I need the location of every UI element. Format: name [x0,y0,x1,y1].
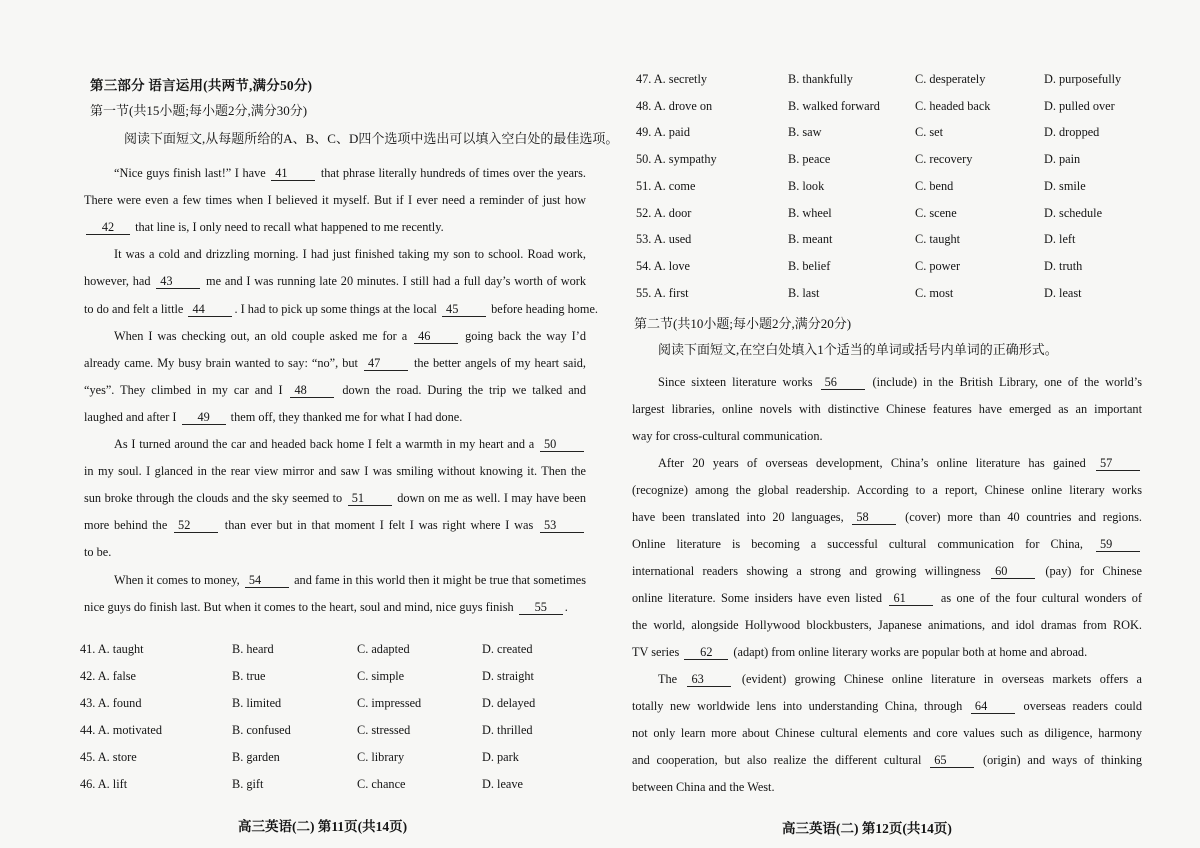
blank-number: 59 [1096,538,1140,552]
passage-text: more behind the [84,518,173,533]
option-c: C. simple [357,669,405,683]
passage-text: already came. My busy brain wanted to say: “no”, but [84,355,362,370]
option-row [632,152,1142,168]
option-row [632,286,1142,302]
passage-text: After 20 years of overseas development, China’s online literature has gained [658,456,1094,470]
passage-text: way for cross-cultural communication. [632,429,823,443]
blank-number: 47 [364,357,408,371]
passage-text: (evident) growing Chinese online literature in overseas markets offers a [733,672,1142,686]
option-b: B. garden [232,750,280,764]
option-a: 47. A. secretly [636,72,708,86]
option-c: C. library [357,750,405,764]
passage-line [84,247,586,263]
passage-line [84,600,586,616]
passage-line [632,645,1142,661]
section2-instruction: 阅读下面短文,在空白处填入1个适当的单词或括号内单词的正确形式。 [658,342,1058,357]
option-a: 42. A. false [80,669,137,683]
passage-text: . I had to pick up some things at the local [234,301,441,316]
option-row [80,723,586,739]
passage-text: sun broke through the clouds and the sky seemed to [84,491,346,506]
passage-text: The [658,672,686,686]
passage-text: Since sixteen literature works [658,375,819,389]
passage-text: that phrase literally hundreds of times over the years. [317,166,586,180]
option-c: C. scene [915,205,957,220]
option-a: 46. A. lift [80,777,128,791]
option-d: D. left [1044,232,1076,247]
option-a: 41. A. taught [80,642,144,656]
option-b: B. belief [788,258,831,273]
blank-number: 58 [852,511,896,525]
option-row [632,72,1142,88]
blank-number: 65 [930,754,974,768]
passage-text: “yes”. They climbed in my car and I [84,382,289,397]
passage-line [84,383,586,399]
passage-text: (pay) for Chinese [1037,564,1143,578]
option-a: 44. A. motivated [80,723,162,737]
blank-number: 52 [174,519,218,533]
option-d: D. thrilled [482,723,533,737]
option-d: D. straight [482,669,534,683]
right-page [632,0,1142,848]
blank-number: 62 [684,646,728,660]
section2-heading: 第二节(共10小题;每小题2分,满分20分) [634,316,852,331]
option-row [632,206,1142,222]
option-d: D. schedule [1044,205,1103,220]
passage-text: to do and felt a little [84,301,187,316]
passage-text: and cooperation, but also realize the different cultural [632,753,929,767]
option-d: D. purposefully [1044,72,1122,86]
passage-text: online literature. Some insiders have even listed [632,591,888,605]
option-a: 45. A. store [80,750,137,764]
passage-line [632,753,1142,769]
passage-text: in my soul. I glanced in the rear view mirror and saw I was smiling without knowing it. Then the [84,464,586,479]
option-a: 52. A. door [636,205,692,220]
option-row [632,259,1142,275]
passage-line [632,591,1142,607]
passage-text: nice guys do finish last. But when it comes to the heart, soul and mind, nice guys finish [84,599,517,614]
passage-text: “Nice guys finish last!” I have [114,166,270,180]
blank-number: 43 [156,275,200,289]
passage-text: to be. [84,545,112,560]
blank-number: 64 [971,700,1015,714]
blank-number: 50 [540,438,584,452]
passage-text: laughed and after I [84,409,180,424]
blank-number: 53 [540,519,584,533]
option-c: C. impressed [357,696,422,710]
passage-text: not only learn more about Chinese cultural elements and core values such as diligence, harmony [632,726,1142,740]
passage-line [84,545,586,561]
passage-text: going back the way I’d [460,328,586,343]
blank-number: 56 [821,376,865,390]
passage-text: (include) in the British Library, one of the world’s [866,375,1142,389]
passage-text: that line is, I only need to recall what happened to me recently. [132,220,444,235]
blank-number: 46 [414,330,458,344]
passage-text: It was a cold and drizzling morning. I had just finished taking my son to school. Road work, [114,247,586,262]
option-c: C. chance [357,777,406,791]
blank-number: 41 [271,167,315,181]
option-c: C. most [915,285,954,300]
option-row [80,777,586,793]
option-d: D. truth [1044,258,1083,273]
passage-text: than ever but in that moment I felt I was right where I was [220,518,538,533]
passage-line [84,193,586,209]
option-c: C. headed back [915,98,991,113]
option-row [632,125,1142,141]
option-row [80,750,586,766]
option-b: B. saw [788,125,822,140]
passage-text: me and I was running late 20 minutes. I still had a full day’s worth of work [202,274,586,289]
passage-line [84,410,586,426]
option-c: C. power [915,258,961,273]
option-b: B. last [788,285,820,300]
page-footer: 高三英语(二) 第12页(共14页) [782,821,952,836]
option-row [80,642,586,658]
passage-text: (adapt) from online literary works are popular both at home and abroad. [730,645,1088,659]
option-c: C. desperately [915,72,986,86]
option-c: C. recovery [915,152,973,167]
option-b: B. confused [232,723,291,737]
passage-line [632,537,1142,553]
passage-text: totally new worldwide lens into understanding China, through [632,699,969,713]
option-b: B. true [232,669,266,683]
option-a: 43. A. found [80,696,142,710]
section1-instruction: 阅读下面短文,从每题所给的A、B、C、D四个选项中选出可以填入空白处的最佳选项。 [124,131,619,146]
option-c: C. set [915,125,944,140]
option-d: D. dropped [1044,125,1100,140]
option-row [80,669,586,685]
passage-text: and fame in this world then it might be true that sometimes [290,572,587,587]
option-c: C. taught [915,232,961,247]
option-b: B. meant [788,232,833,247]
blank-number: 57 [1096,457,1140,471]
option-b: B. walked forward [788,98,880,113]
option-d: D. delayed [482,696,536,710]
passage-line [84,274,586,290]
option-b: B. look [788,178,825,193]
blank-number: 45 [442,303,486,317]
passage-text: When it comes to money, [114,572,243,587]
passage-line [84,491,586,507]
blank-number: 54 [245,574,289,588]
option-row [632,99,1142,115]
option-a: 54. A. love [636,258,690,273]
section1-heading: 第一节(共15小题;每小题2分,满分30分) [90,103,308,118]
passage-text: (recognize) among the global readership. According to a report, Chinese online literary works [632,483,1142,497]
passage-line [84,166,586,182]
option-a: 48. A. drove on [636,98,713,113]
passage-text: between China and the West. [632,780,775,794]
blank-number: 61 [889,592,933,606]
passage-line [84,356,586,372]
option-d: D. leave [482,777,523,791]
option-b: B. limited [232,696,282,710]
passage-line [632,510,1142,526]
passage-line [84,437,586,453]
passage-text: as one of the four cultural wonders of [935,591,1143,605]
passage-line [632,456,1142,472]
passage-text: (origin) and ways of thinking [976,753,1142,767]
option-d: D. pain [1044,152,1081,167]
option-d: D. pulled over [1044,98,1115,113]
passage-line [632,699,1142,715]
passage-text: the world, alongside Hollywood blockbusters, Japanese animations, and idol dramas from ROK. [632,618,1142,632]
option-b: B. gift [232,777,264,791]
passage-line [632,483,1142,499]
passage-text: have been translated into 20 languages, [632,510,851,524]
blank-number: 49 [182,411,226,425]
left-page [80,0,619,848]
option-c: C. stressed [357,723,411,737]
option-a: 49. A. paid [636,125,690,140]
option-row [632,179,1142,195]
passage-text: overseas readers could [1016,699,1142,713]
passage-line [632,429,1142,445]
option-a: 55. A. first [636,285,689,300]
option-d: D. smile [1044,178,1086,193]
blank-number: 48 [290,384,334,398]
option-d: D. park [482,750,519,764]
option-b: B. thankfully [788,72,853,86]
option-b: B. peace [788,152,831,167]
page-footer: 高三英语(二) 第11页(共14页) [238,819,408,834]
blank-number: 42 [86,221,130,235]
part-heading: 第三部分 语言运用(共两节,满分50分) [90,78,313,93]
passage-text: before heading home. [488,301,598,316]
passage-line [84,518,586,534]
passage-text: When I was checking out, an old couple asked me for a [114,328,413,343]
option-row [632,232,1142,248]
passage-line [632,672,1142,688]
passage-line [632,726,1142,742]
option-c: C. bend [915,178,954,193]
passage-line [632,564,1142,580]
option-a: 53. A. used [636,232,692,247]
option-row [80,696,586,712]
passage-text: down the road. During the trip we talked and [336,382,586,397]
passage-text: . [564,599,568,614]
option-d: D. created [482,642,533,656]
passage-text: TV series [632,645,683,659]
option-b: B. wheel [788,205,832,220]
passage-line [84,329,586,345]
passage-line [84,220,586,236]
blank-number: 63 [687,673,731,687]
passage-text: largest libraries, online novels with distinctive Chinese features have emerged as an important [632,402,1142,416]
passage-text: down on me as well. I may have been [393,491,586,506]
blank-number: 55 [519,601,563,615]
passage-line [632,375,1142,391]
passage-text: the better angels of my heart said, [409,355,586,370]
passage-text: international readers showing a strong and growing willingness [632,564,990,578]
option-a: 51. A. come [636,178,696,193]
blank-number: 44 [188,303,232,317]
passage-line [632,618,1142,634]
passage-text: As I turned around the car and headed back home I felt a warmth in my heart and a [114,437,538,451]
option-b: B. heard [232,642,274,656]
passage-line [84,464,586,480]
passage-text: them off, they thanked me for what I had done. [227,409,463,424]
passage-line [84,573,586,589]
passage-text: There were even a few times when I believed it myself. But if I ever need a reminder of just how [84,193,586,208]
blank-number: 51 [348,492,392,506]
passage-line [84,301,598,318]
option-a: 50. A. sympathy [636,152,717,167]
passage-line [632,780,1142,796]
blank-number: 60 [991,565,1035,579]
passage-text: Online literature is becoming a successful cultural communication for China, [632,537,1094,551]
passage-line [632,402,1142,418]
option-c: C. adapted [357,642,410,656]
passage-text: however, had [84,274,155,289]
passage-text: (cover) more than 40 countries and regions. [898,510,1142,524]
option-d: D. least [1044,285,1082,300]
